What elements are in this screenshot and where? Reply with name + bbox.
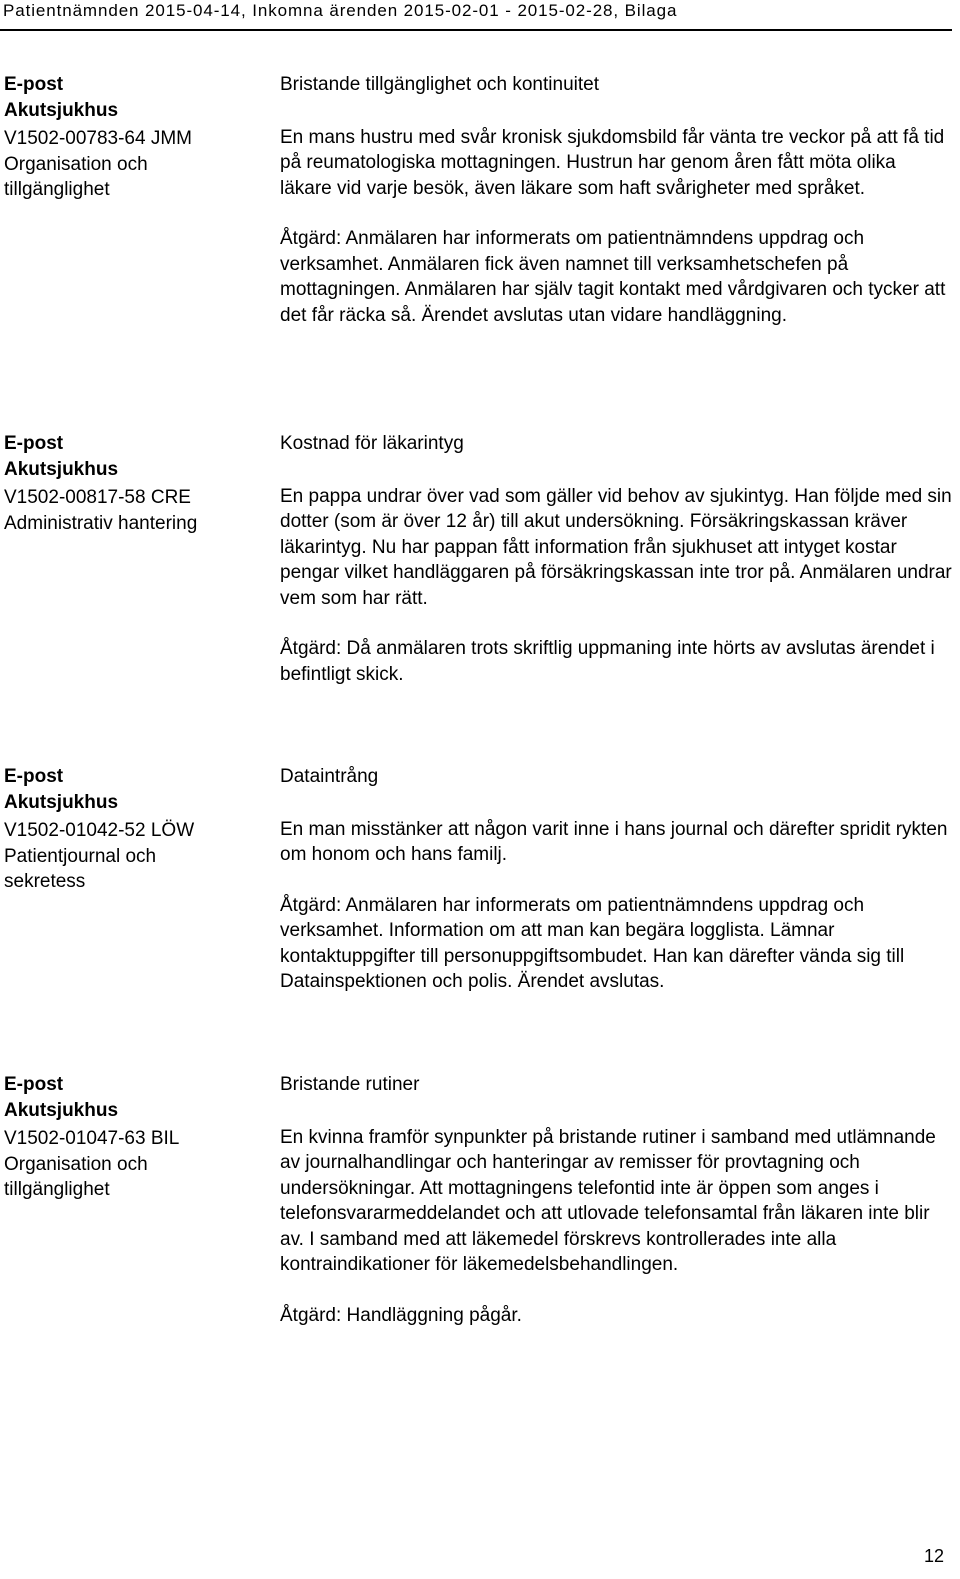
case-hospital: Akutsjukhus	[4, 791, 119, 813]
case-channel: E-post	[4, 74, 64, 95]
case-description: En kvinna framför synpunkter på bristande rutiner i samband med utlämnande av journalhandlingar och hanteringar av remisser för provtagning och undersökningar. Att mottagningens telefontid inte är öppen som anges i telefonsvararmeddelandet och att utlovade telefonsamtal från läkaren inte blir av. I samband med att läkemedel förskrevs kontrollerades inte alla kontraindikationer för läkemedelsbehandlingen.	[280, 1126, 936, 1275]
case-subject: Bristande rutiner	[280, 1074, 420, 1095]
case-id: V1502-01042-52 LÖW	[4, 820, 195, 841]
case-action: Åtgärd: Anmälaren har informerats om patientnämndens uppdrag och verksamhet. Information om att man kan begära logglista. Lämnar kontaktuppgifter till personuppgiftsombudet. Han kan därefter vända sig till Datainspektionen och polis. Ärendet avslutas.	[280, 894, 905, 992]
case-body	[280, 72, 952, 328]
case-id: V1502-00783-64 JMM	[4, 128, 192, 149]
case-channel: E-post	[4, 433, 64, 454]
case-body	[280, 1072, 952, 1328]
case-category: Administrativ hantering	[4, 512, 198, 534]
case-body	[280, 431, 952, 687]
case-hospital: Akutsjukhus	[4, 1099, 119, 1121]
case-meta	[4, 1072, 266, 1203]
case-meta	[4, 764, 266, 895]
case-action: Åtgärd: Då anmälaren trots skriftlig uppmaning inte hörts av avslutas ärendet i befintligt skick.	[280, 638, 935, 685]
case-description: En man misstänker att någon varit inne i hans journal och därefter spridit rykten om honom och hans familj.	[280, 818, 948, 865]
page-header-title: Patientnämnden 2015-04-14, Inkomna ärenden 2015-02-01 - 2015-02-28, Bilaga	[3, 1, 678, 20]
case-meta	[4, 431, 266, 536]
case-hospital: Akutsjukhus	[4, 99, 119, 121]
case-subject: Bristande tillgänglighet och kontinuitet	[280, 74, 599, 95]
case-meta	[4, 72, 266, 203]
case-description: En pappa undrar över vad som gäller vid behov av sjukintyg. Han följde med sin dotter (som är över 12 år) till akut undersökning. Försäkringskassan kräver läkarintyg. Nu har pappan fått information från sjukhuset att intyget kostar pengar vilket handläggaren på försäkringskassan inte tror på. Anmälaren undrar vem som har rätt.	[280, 485, 952, 609]
page-header	[0, 0, 952, 31]
page-number: 12	[923, 1546, 944, 1566]
case-channel: E-post	[4, 766, 64, 787]
case-subject: Kostnad för läkarintyg	[280, 433, 464, 454]
case-category: Patientjournal och sekretess	[4, 845, 157, 892]
case-id: V1502-01047-63 BIL	[4, 1128, 180, 1149]
case-description: En mans hustru med svår kronisk sjukdomsbild får vänta tre veckor på att få tid på reumatologiska mottagningen. Hustrun har genom åren fått möta olika läkare vid varje besök, även läkare som haft svårigheter med språket.	[280, 126, 945, 199]
case-body	[280, 764, 952, 995]
case-subject: Dataintrång	[280, 766, 379, 787]
case-action: Åtgärd: Anmälaren har informerats om patientnämndens uppdrag och verksamhet. Anmälaren fick även namnet till verksamhetschefen på mottagningen. Anmälaren har själv tagit kontakt med vårdgivaren och tycker att det får räcka så. Ärendet avslutas utan vidare handläggning.	[280, 228, 946, 326]
case-channel: E-post	[4, 1074, 64, 1095]
case-category: Organisation och tillgänglighet	[4, 1153, 148, 1200]
case-category: Organisation och tillgänglighet	[4, 153, 148, 200]
case-id: V1502-00817-58 CRE	[4, 487, 191, 508]
case-hospital: Akutsjukhus	[4, 458, 119, 480]
case-action: Åtgärd: Handläggning pågår.	[280, 1304, 522, 1326]
